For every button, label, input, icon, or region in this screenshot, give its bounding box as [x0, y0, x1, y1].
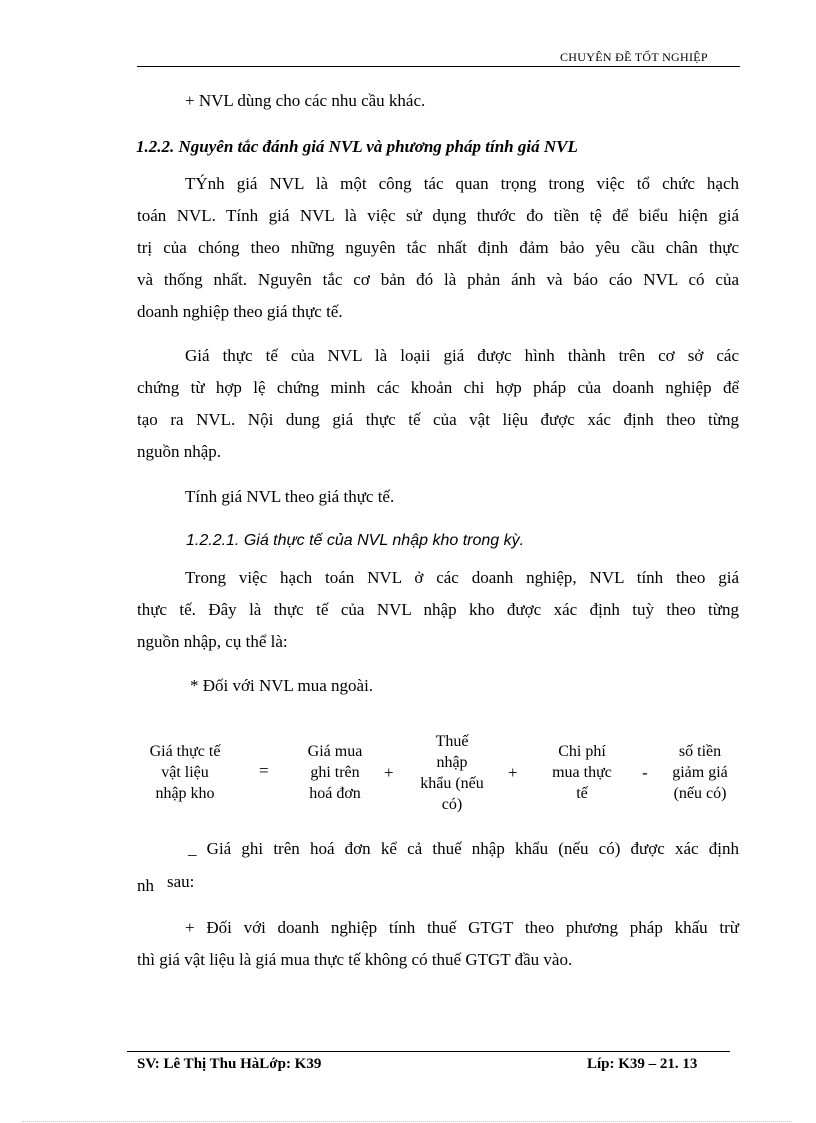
line-invoice-prefix: nh — [137, 876, 154, 895]
formula-term-invoice-price: Giá mua ghi trên hoá đơn — [307, 743, 363, 802]
header-rule — [137, 66, 740, 67]
paragraph-2 — [137, 340, 739, 468]
section-heading: 1.2.2. Nguyên tắc đánh giá NVL và phương pháp tính giá NVL — [136, 137, 578, 156]
line-pricing: Tính giá NVL theo giá thực tế. — [185, 487, 395, 506]
formula-plus-1: + — [384, 763, 394, 782]
formula-equals: = — [259, 761, 269, 780]
line-invoice: _ Giá ghi trên hoá đơn kể cả thuế nhập khẩu (nếu có) được xác định — [188, 839, 739, 858]
paragraph-line: nguồn nhập. — [137, 442, 222, 461]
line-invoice-suffix: sau: — [167, 872, 195, 891]
formula-term-actual-price: Giá thực tế vật liệu nhập kho — [149, 743, 221, 802]
paragraph-line: Trong việc hạch toán NVL ở các doanh nghiệp, NVL tính theo giá — [185, 568, 739, 587]
paragraph-line: chứng từ hợp lệ chứng minh các khoản chi hợp pháp của doanh nghiệp để — [137, 378, 739, 397]
formula-term-import-tax: Thuế nhập khẩu (nếu có) — [420, 733, 484, 813]
paragraph-line: nguồn nhập, cụ thể là: — [137, 632, 288, 651]
paragraph-line: thực tế. Đây là thực tế của NVL nhập kho được xác định tuỳ theo từng — [137, 600, 739, 619]
footer-student: SV: Lê Thị Thu HàLớp: K39 — [137, 1056, 322, 1072]
paragraph-line: tạo ra NVL. Nội dung giá thực tế của vật liệu được xác định theo từng — [137, 410, 739, 429]
page-bottom-divider — [22, 1121, 792, 1122]
paragraph-4 — [137, 912, 739, 976]
footer-class: Líp: K39 – 21. 13 — [587, 1056, 698, 1072]
paragraph-line: + Đối với doanh nghiệp tính thuế GTGT theo phương pháp khấu trừ — [185, 918, 739, 937]
paragraph-1 — [137, 168, 739, 328]
paragraph-3 — [137, 562, 739, 658]
formula-minus: - — [642, 763, 648, 782]
paragraph-line: TÝnh giá NVL là một công tác quan trọng trong việc tổ chức hạch — [185, 174, 739, 193]
paragraph-line: và thống nhất. Nguyên tắc cơ bản đó là phản ánh và báo cáo NVL có của — [137, 270, 739, 289]
paragraph-line: doanh nghiệp theo giá thực tế. — [137, 302, 343, 321]
header-title: CHUYÊN ĐỀ TỐT NGHIỆP — [560, 50, 708, 64]
paragraph-line: trị của chóng theo những nguyên tắc nhất định đảm bảo yêu cầu chân thực — [137, 238, 739, 257]
formula-term-discount: số tiền giảm giá (nếu có) — [672, 743, 728, 802]
list-line-other-needs: + NVL dùng cho các nhu cầu khác. — [185, 91, 426, 110]
paragraph-line: Giá thực tế của NVL là loạii giá được hình thành trên cơ sở các — [185, 346, 739, 365]
footer-rule — [127, 1051, 730, 1052]
subsection-heading: 1.2.2.1. Giá thực tế của NVL nhập kho trong kỳ. — [186, 532, 525, 549]
formula-plus-2: + — [508, 763, 518, 782]
line-purchase: * Đối với NVL mua ngoài. — [190, 676, 374, 695]
paragraph-line: toán NVL. Tính giá NVL là việc sử dụng thước đo tiền tệ để biểu hiện giá — [137, 206, 739, 225]
paragraph-line: thì giá vật liệu là giá mua thực tế không có thuế GTGT đầu vào. — [137, 950, 573, 969]
formula-term-purchase-cost: Chi phí mua thực tế — [552, 743, 612, 802]
